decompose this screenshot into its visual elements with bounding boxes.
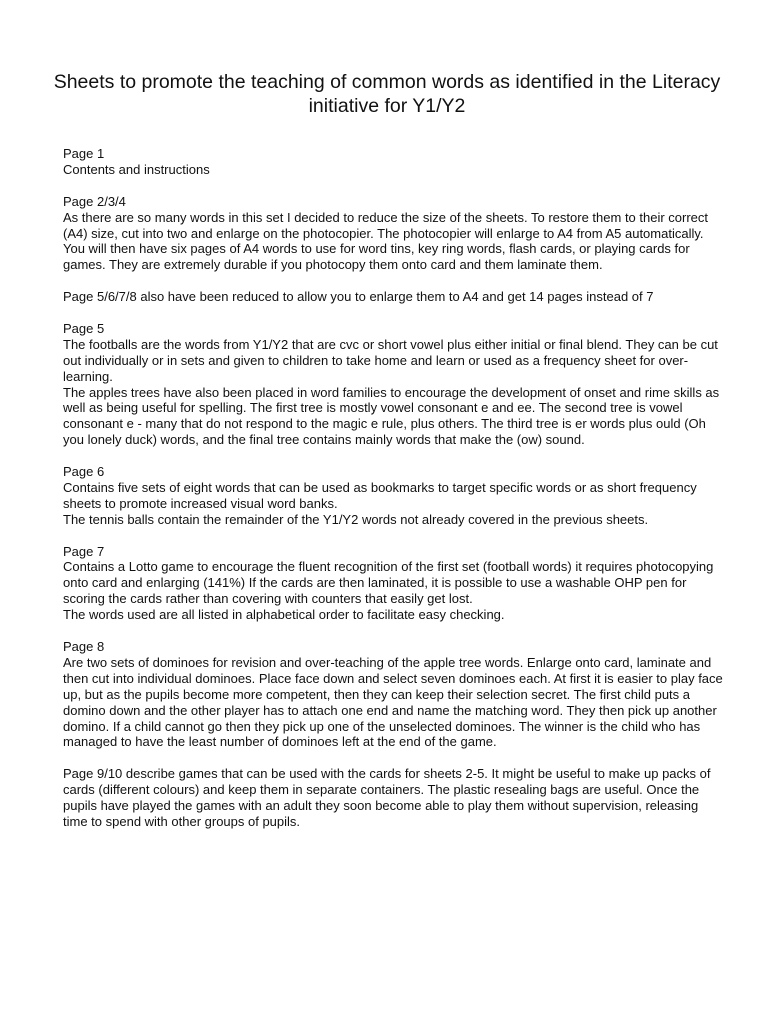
document-body — [63, 146, 723, 846]
section-paragraph: The apples trees have also been placed in word families to encourage the development of onset and rime skills as well as being useful for spelling. The first tree is mostly vowel consonant e and ee. The second tree is vowel consonant e - many that do not respond to the magic e rule, plus others. The third tree is er words plus ould (Oh you lonely duck) words, and the final tree contains mainly words that make the (ow) sound. — [63, 384, 720, 448]
document-title: Sheets to promote the teaching of common words as identified in the Literacy initiative for Y1/Y2 — [53, 71, 721, 117]
section-page-5 — [63, 321, 723, 448]
section-heading: Page 5 — [63, 320, 105, 336]
section-page-5-6-7-8-note — [63, 289, 723, 305]
section-paragraph: The tennis balls contain the remainder of the Y1/Y2 words not already covered in the previous sheets. — [63, 511, 649, 527]
section-paragraph: Contains a Lotto game to encourage the fluent recognition of the first set (football words) it requires photocopying onto card and enlarging (141%) If the cards are then laminated, it is possible to use a washable OHP pen for scoring the cards rather than covering with counters that easily get lost. — [63, 559, 714, 607]
section-paragraph: Page 5/6/7/8 also have been reduced to allow you to enlarge them to A4 and get 14 pages instead of 7 — [63, 289, 654, 305]
section-page-9-10 — [63, 766, 723, 830]
section-paragraph: Contains five sets of eight words that can be used as bookmarks to target specific words or as short frequency sheets to promote increased visual word banks. — [63, 479, 697, 511]
section-page-2-3-4 — [63, 194, 723, 274]
section-paragraph: The words used are all listed in alphabetical order to facilitate easy checking. — [63, 607, 505, 623]
section-page-1 — [63, 146, 723, 178]
section-heading: Page 6 — [63, 464, 105, 480]
section-paragraph: Page 9/10 describe games that can be used with the cards for sheets 2-5. It might be useful to make up packs of cards (different colours) and keep them in separate containers. The plastic resealing bags are useful. Once the pupils have played the games with an adult they soon become able to play them without supervision, releasing time to spend with other groups of pupils. — [63, 766, 711, 829]
section-heading: Page 2/3/4 — [63, 193, 126, 209]
section-page-8 — [63, 639, 723, 750]
section-heading: Page 7 — [63, 543, 105, 559]
section-paragraph: As there are so many words in this set I decided to reduce the size of the sheets. To restore them to their correct (A4) size, cut into two and enlarge on the photocopier. The photocopier will enlarge to A4 from A5 automatically. You will then have six pages of A4 words to use for word tins, key ring words, flash cards, or playing cards for games. They are extremely durable if you photocopy them onto card and them laminate them. — [63, 209, 709, 273]
section-page-6 — [63, 464, 723, 528]
section-paragraph: The footballs are the words from Y1/Y2 that are cvc or short vowel plus either initial or final blend. They can be cut out individually or in sets and given to children to take home and learn or used as a frequency sheet for over-learning. — [63, 336, 718, 384]
section-heading: Page 1 — [63, 146, 105, 161]
section-heading: Page 8 — [63, 639, 105, 654]
section-page-7 — [63, 544, 723, 624]
section-paragraph: Are two sets of dominoes for revision and over-teaching of the apple tree words. Enlarge onto card, laminate and then cut into individual dominoes. Place face down and select seven dominoes each. At first it is easier to play face up, but as the pupils become more competent, then they can keep their selection secret. The first child puts a domino down and the other player has to attach one end and name the matching word. They then pick up another domino. If a child cannot go then they pick up one of the unselected dominoes. The winner is the child who has managed to have the least number of dominoes left at the end of the game. — [63, 654, 723, 750]
section-paragraph: Contents and instructions — [63, 161, 210, 177]
